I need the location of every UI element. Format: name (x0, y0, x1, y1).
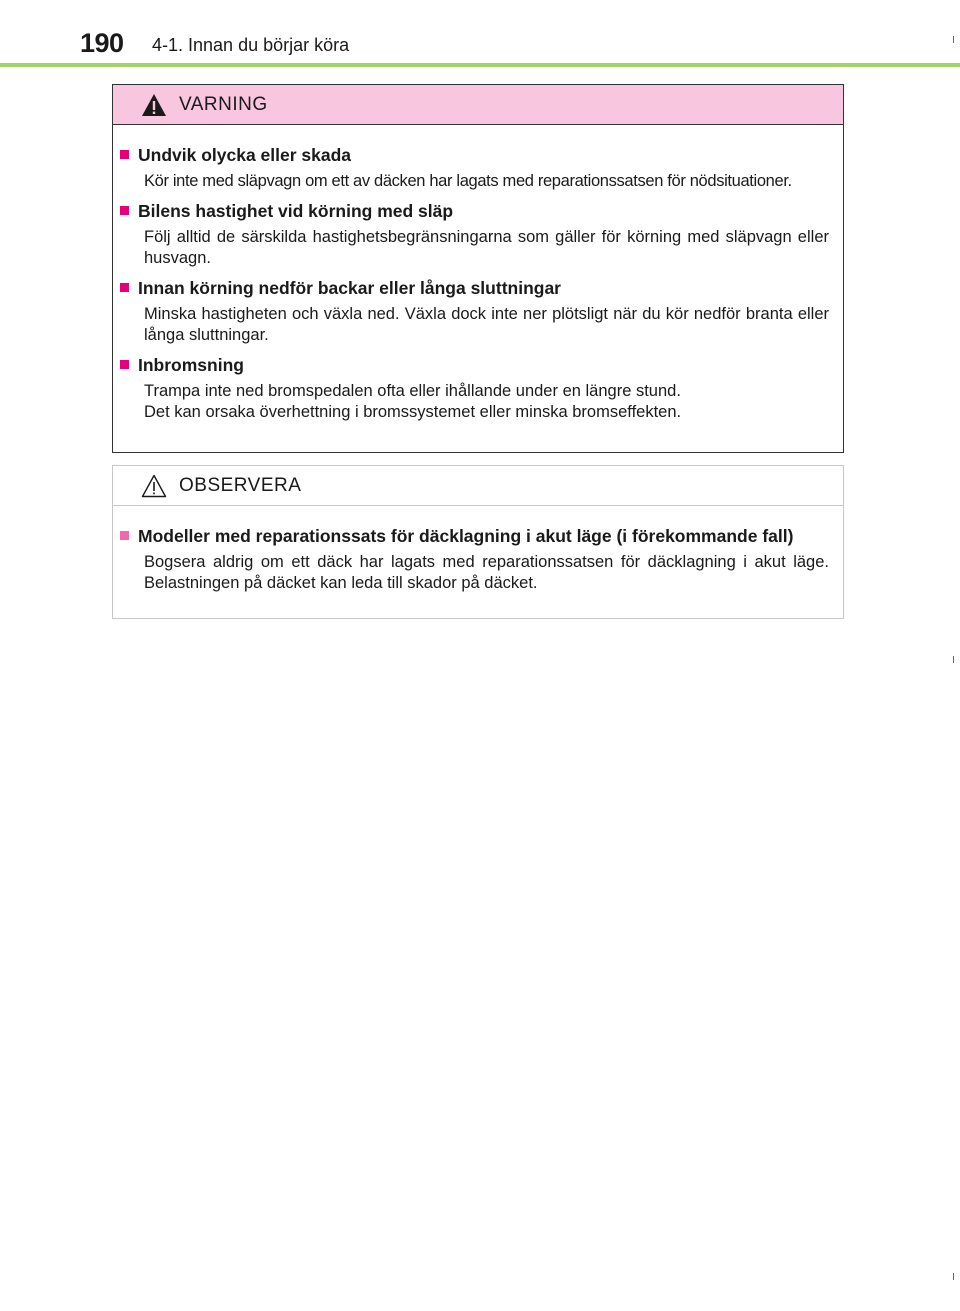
item-text: Bogsera aldrig om ett däck har lagats med reparationssatsen för däcklagning i akut läge. Belastningen på däcket kan leda till skador på däcket. (144, 553, 829, 592)
item-text: Trampa inte ned bromspedalen ofta eller ihållande under en längre stund. Det kan orsaka överhettning i bromssystemet eller minska bromseffekten. (144, 382, 682, 421)
square-bullet-icon (120, 206, 129, 215)
item-text: Kör inte med släpvagn om ett av däcken har lagats med reparationssatsen för nödsituationer. (144, 172, 792, 190)
item-text: Följ alltid de särskilda hastighetsbegränsningarna som gäller för körning med släpvagn eller husvagn. (144, 228, 829, 267)
item-heading: Inbromsning (120, 354, 829, 376)
item-heading: Innan körning nedför backar eller långa sluttningar (120, 277, 829, 299)
header-rule (0, 63, 960, 67)
warning-item (120, 277, 829, 346)
warning-item (120, 144, 829, 192)
warning-item (120, 200, 829, 269)
warning-title: VARNING (179, 93, 268, 115)
notice-item (120, 525, 829, 594)
notice-box-header (113, 466, 843, 506)
section-title: 4-1. Innan du börjar köra (152, 35, 350, 55)
warning-box (112, 84, 844, 453)
page-header (0, 0, 960, 70)
square-bullet-icon (120, 283, 129, 292)
item-heading: Bilens hastighet vid körning med släp (120, 200, 829, 222)
caution-triangle-icon (141, 474, 167, 498)
warning-box-header (113, 85, 843, 125)
item-text: Minska hastigheten och växla ned. Växla dock inte ner plötsligt när du kör nedför branta eller långa sluttningar. (144, 305, 829, 344)
square-bullet-icon (120, 360, 129, 369)
notice-body (113, 506, 843, 594)
notice-title: OBSERVERA (179, 474, 302, 496)
warning-body (113, 125, 843, 423)
crop-mark (953, 656, 954, 663)
warning-item (120, 354, 829, 423)
square-bullet-icon (120, 150, 129, 159)
item-heading: Modeller med reparationssats för däcklagning i akut läge (i förekommande fall) (120, 525, 829, 547)
crop-mark (953, 36, 954, 43)
square-bullet-icon (120, 531, 129, 540)
page-number: 190 (80, 28, 124, 58)
crop-mark (953, 1273, 954, 1280)
notice-box (112, 465, 844, 619)
warning-triangle-icon (141, 93, 167, 117)
item-heading: Undvik olycka eller skada (120, 144, 829, 166)
